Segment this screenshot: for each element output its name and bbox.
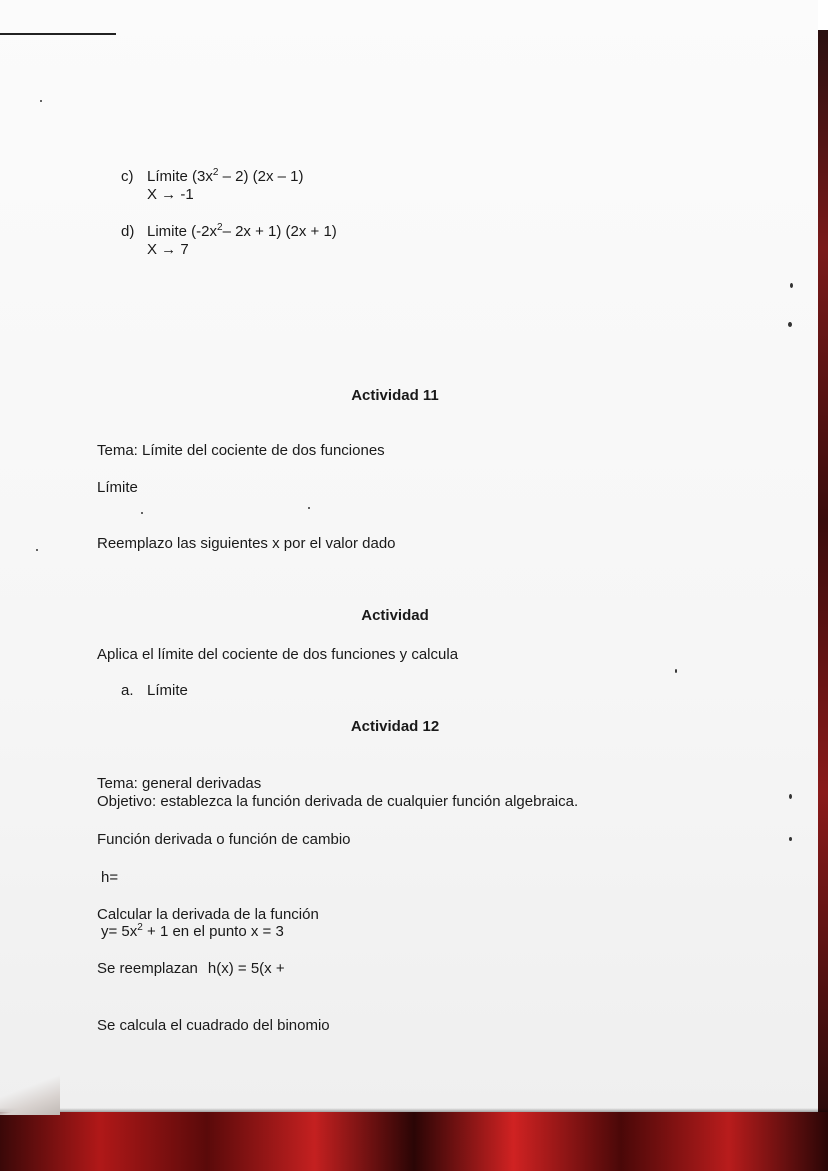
expression-part: Límite (3x — [147, 168, 213, 185]
calculate-instruction: Calcular la derivada de la función — [97, 906, 319, 923]
exponent: 2 — [217, 222, 223, 233]
activity-11-limit-label: Límite — [97, 479, 138, 496]
activity-instruction: Aplica el límite del cociente de dos funciones y calcula — [97, 646, 459, 663]
limit-approach-c: X → -1 — [147, 186, 194, 203]
activity-12-objective: Objetivo: establezca la función derivada de cualquier función algebraica. — [97, 793, 579, 810]
background-edge-bottom — [0, 1112, 828, 1171]
activity-11-topic: Tema: Límite del cociente de dos funciones — [97, 442, 385, 459]
top-rule-line — [0, 33, 116, 35]
activity-12-title: Actividad 12 — [350, 718, 440, 735]
item-label: a. — [121, 682, 134, 699]
expression-part: – 2x + 1) (2x + 1) — [222, 223, 337, 240]
activity-12-topic: Tema: general derivadas — [97, 775, 262, 792]
expression-part: y= 5x — [101, 923, 138, 940]
substitution-line — [97, 960, 285, 977]
derivative-heading: Función derivada o función de cambio — [97, 831, 351, 848]
speck — [40, 100, 42, 102]
limit-item-d — [121, 223, 337, 240]
item-label: d) — [121, 223, 135, 240]
h-equation: h= — [101, 869, 119, 886]
speck — [790, 283, 793, 288]
activity-11-replace-text: Reemplazo las siguientes x por el valor dado — [97, 535, 396, 552]
page-corner-curl — [0, 1070, 60, 1115]
speck — [141, 512, 143, 514]
speck — [675, 669, 677, 673]
substitution-label: Se reemplazan — [97, 960, 198, 977]
background-edge-right — [818, 30, 828, 1120]
activity-title: Actividad — [361, 607, 429, 624]
activity-item-a — [121, 682, 188, 699]
item-text: Límite — [147, 682, 188, 699]
substitution-expression: h(x) = 5(x + — [207, 960, 285, 977]
speck — [789, 794, 792, 799]
item-label: c) — [121, 168, 134, 185]
expression-part: + 1 en el punto x = 3 — [142, 923, 284, 940]
activity-11-title: Actividad 11 — [351, 387, 439, 404]
binomial-square-text: Se calcula el cuadrado del binomio — [97, 1017, 330, 1034]
expression-part: – 2) (2x – 1) — [218, 168, 304, 185]
exponent: 2 — [212, 167, 219, 178]
function-definition — [101, 923, 284, 940]
speck — [36, 549, 38, 551]
limit-approach-d: X → 7 — [147, 241, 189, 258]
exponent: 2 — [137, 922, 143, 933]
expression-part: Limite (-2x — [147, 223, 218, 240]
speck — [788, 322, 792, 327]
speck — [308, 507, 310, 509]
speck — [789, 837, 792, 841]
limit-item-c — [121, 168, 303, 185]
